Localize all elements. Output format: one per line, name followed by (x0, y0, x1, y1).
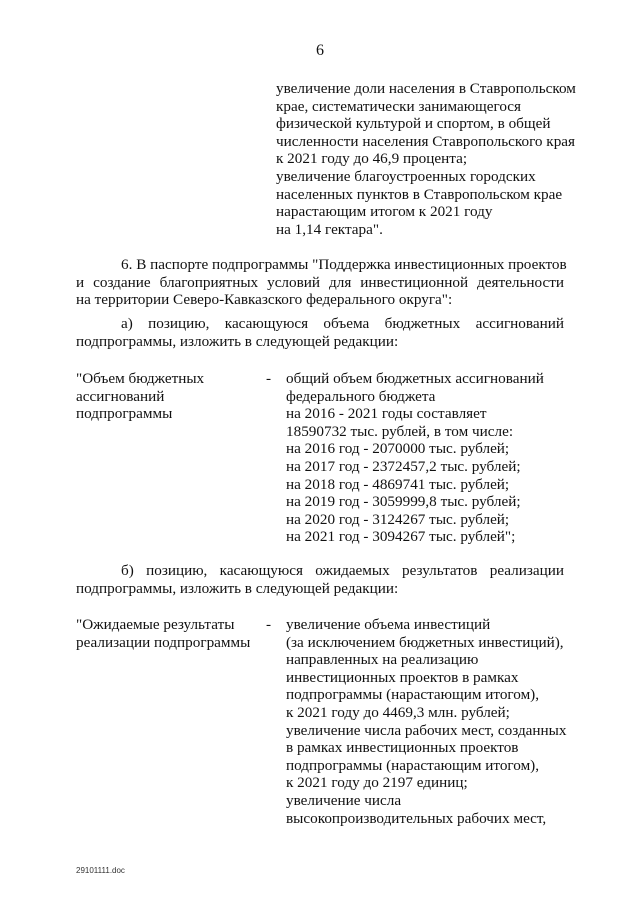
text-line: к 2021 году до 2197 единиц; (286, 774, 468, 792)
results-value (286, 616, 566, 827)
text-line: на 2016 - 2021 годы составляет (286, 405, 487, 423)
text-line: "Ожидаемые результаты (76, 616, 235, 633)
text-line: на 2021 год - 3094267 тыс. рублей"; (286, 528, 516, 546)
text-line: подпрограммы (76, 405, 173, 423)
text-line: увеличение числа рабочих мест, созданных (286, 721, 567, 739)
text-line: 18590732 тыс. рублей, в том числе: (286, 422, 514, 440)
paragraph-a (76, 315, 564, 350)
text-line: (за исключением бюджетных инвестиций), (286, 633, 564, 651)
text-line: высокопроизводительных рабочих мест, (286, 809, 547, 827)
text-line: а) позицию, касающуюся объема бюджетных ассигнований (121, 315, 564, 332)
text-line: 6. В паспорте подпрограммы "Поддержка инвестиционных проектов (121, 256, 567, 273)
intro-continuation (276, 80, 576, 238)
text-line: крае, систематически занимающегося (276, 97, 522, 115)
text-line: численности населения Ставропольского края (276, 132, 576, 150)
footer-doc-code: 29101111.doc (76, 866, 125, 875)
text-line: населенных пунктов в Ставропольском крае (276, 185, 563, 203)
budget-label (76, 370, 204, 423)
text-line: на 2016 год - 2070000 тыс. рублей; (286, 440, 510, 458)
text-line: увеличение числа (286, 791, 402, 809)
budget-value (286, 370, 544, 546)
text-line: общий объем бюджетных ассигнований (286, 370, 544, 387)
text-line: физической культурой и спортом, в общей (276, 115, 551, 133)
text-line: на 2019 год - 3059999,8 тыс. рублей; (286, 493, 521, 511)
text-line: увеличение благоустроенных городских (276, 167, 536, 185)
paragraph-b (76, 562, 564, 597)
text-line: подпрограммы (нарастающим итогом), (286, 686, 540, 704)
text-line: увеличение объема инвестиций (286, 616, 491, 633)
text-line: на 2018 год - 4869741 тыс. рублей; (286, 475, 510, 493)
text-line: подпрограммы, изложить в следующей редакции: (76, 332, 399, 350)
text-line: к 2021 году до 4469,3 млн. рублей; (286, 703, 510, 721)
text-line: направленных на реализацию (286, 651, 479, 669)
text-line: и создание благоприятных условий для инвестиционной деятельности (76, 273, 564, 291)
text-line: подпрограммы, изложить в следующей редакции: (76, 579, 399, 597)
text-line: на 2017 год - 2372457,2 тыс. рублей; (286, 457, 521, 475)
text-line: реализации подпрограммы (76, 633, 251, 651)
budget-dash: - (266, 370, 272, 387)
text-line: б) позицию, касающуюся ожидаемых результатов реализации (121, 562, 564, 579)
page-number: 6 (316, 42, 324, 59)
text-line: федерального бюджета (286, 387, 436, 405)
text-line: нарастающим итогом к 2021 году (276, 203, 493, 221)
text-line: инвестиционных проектов в рамках (286, 668, 519, 686)
paragraph-6 (76, 256, 567, 309)
text-line: на территории Северо-Кавказского федерального округа": (76, 291, 453, 309)
text-line: в рамках инвестиционных проектов (286, 739, 519, 757)
results-dash: - (266, 616, 272, 633)
results-label (76, 616, 250, 651)
text-line: "Объем бюджетных (76, 370, 205, 387)
text-line: к 2021 году до 46,9 процента; (276, 150, 468, 168)
text-line: на 1,14 гектара". (276, 220, 383, 238)
text-line: на 2020 год - 3124267 тыс. рублей; (286, 510, 510, 528)
text-line: увеличение доли населения в Ставропольском (276, 80, 576, 97)
text-line: подпрограммы (нарастающим итогом), (286, 756, 540, 774)
text-line: ассигнований (76, 387, 165, 405)
